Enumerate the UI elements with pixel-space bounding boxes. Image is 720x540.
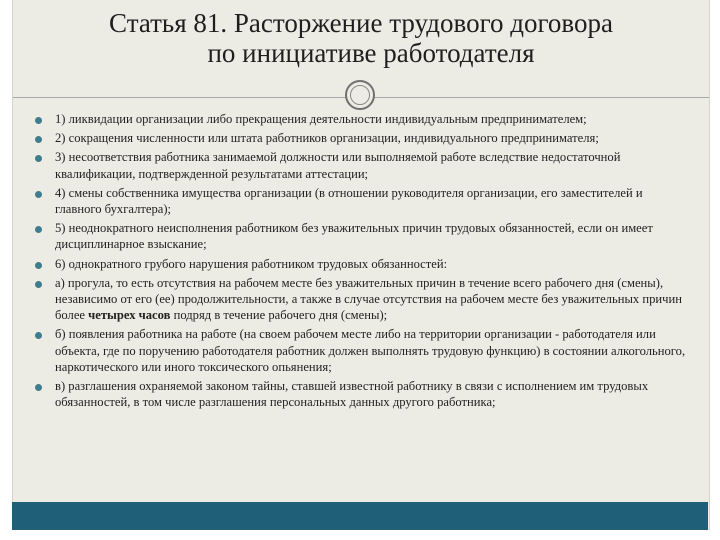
list-item [35, 111, 691, 127]
list-item [35, 185, 691, 217]
item-text: в) разглашения охраняемой законом тайны, ставшей известной работнику в связи с исполнением им трудовых обязанностей, в том числе разглашения персональных данных другого работника; [55, 379, 649, 410]
item-text-bold: четырех часов [88, 308, 171, 323]
bullet-icon [35, 191, 42, 198]
article-item-list [35, 111, 691, 413]
list-item [35, 256, 691, 272]
item-text: 1) ликвидации организации либо прекращения деятельности индивидуальным предпринимателем; [55, 112, 587, 126]
list-item [35, 378, 691, 410]
slide-title [13, 8, 709, 68]
item-text-post: подряд в течение рабочего дня (смены); [170, 308, 388, 323]
bullet-icon [35, 155, 42, 162]
item-text: 4) смены собственника имущества организации (в отношении руководителя организации, его заместителей и главного бухгалтера); [55, 185, 643, 217]
item-text-pre: а) прогула, то есть отсутствия на рабочем месте без уважительных причин в течение всего рабочего дня (смены), независимо от его (ее) продолжительности, а также в случае отсутствия на рабочем месте без уважительных причин более [55, 275, 682, 323]
title-line-2: по инициативе работодателя [207, 38, 535, 68]
item-text: 2) сокращения численности или штата работников организации, индивидуального предпринимателя; [55, 131, 599, 146]
item-text: 5) неоднократного неисполнения работником без уважительных причин трудовых обязанностей, если он имеет дисциплинарное взыскание; [55, 221, 653, 252]
bullet-icon [35, 281, 42, 288]
bullet-icon [35, 117, 42, 124]
bullet-icon [35, 226, 42, 233]
divider-ring-ornament [345, 80, 375, 110]
bullet-icon [35, 332, 42, 339]
slide [12, 0, 710, 530]
list-item [35, 149, 691, 181]
bullet-icon [35, 384, 42, 391]
bullet-icon [35, 262, 42, 269]
list-item [35, 220, 691, 252]
item-text: 6) однократного грубого нарушения работником трудовых обязанностей: [55, 256, 448, 271]
list-item [35, 130, 691, 146]
footer-bar [12, 502, 708, 530]
list-item [35, 326, 691, 375]
item-text: 3) несоответствия работника занимаемой должности или выполняемой работе вследствие недостаточной квалификации, подтвержденной результатами аттестации; [55, 150, 621, 181]
bullet-icon [35, 136, 42, 143]
item-text: б) появления работника на работе (на своем рабочем месте либо на территории организации - работодателя или объекта, где по поручению работодателя работник должен выполнять трудовую функцию) в состоянии алкогольного, наркотического или иного токсического опьянения; [55, 327, 686, 374]
title-line-1: Статья 81. Расторжение трудового договора [109, 8, 613, 38]
list-item [35, 275, 691, 324]
